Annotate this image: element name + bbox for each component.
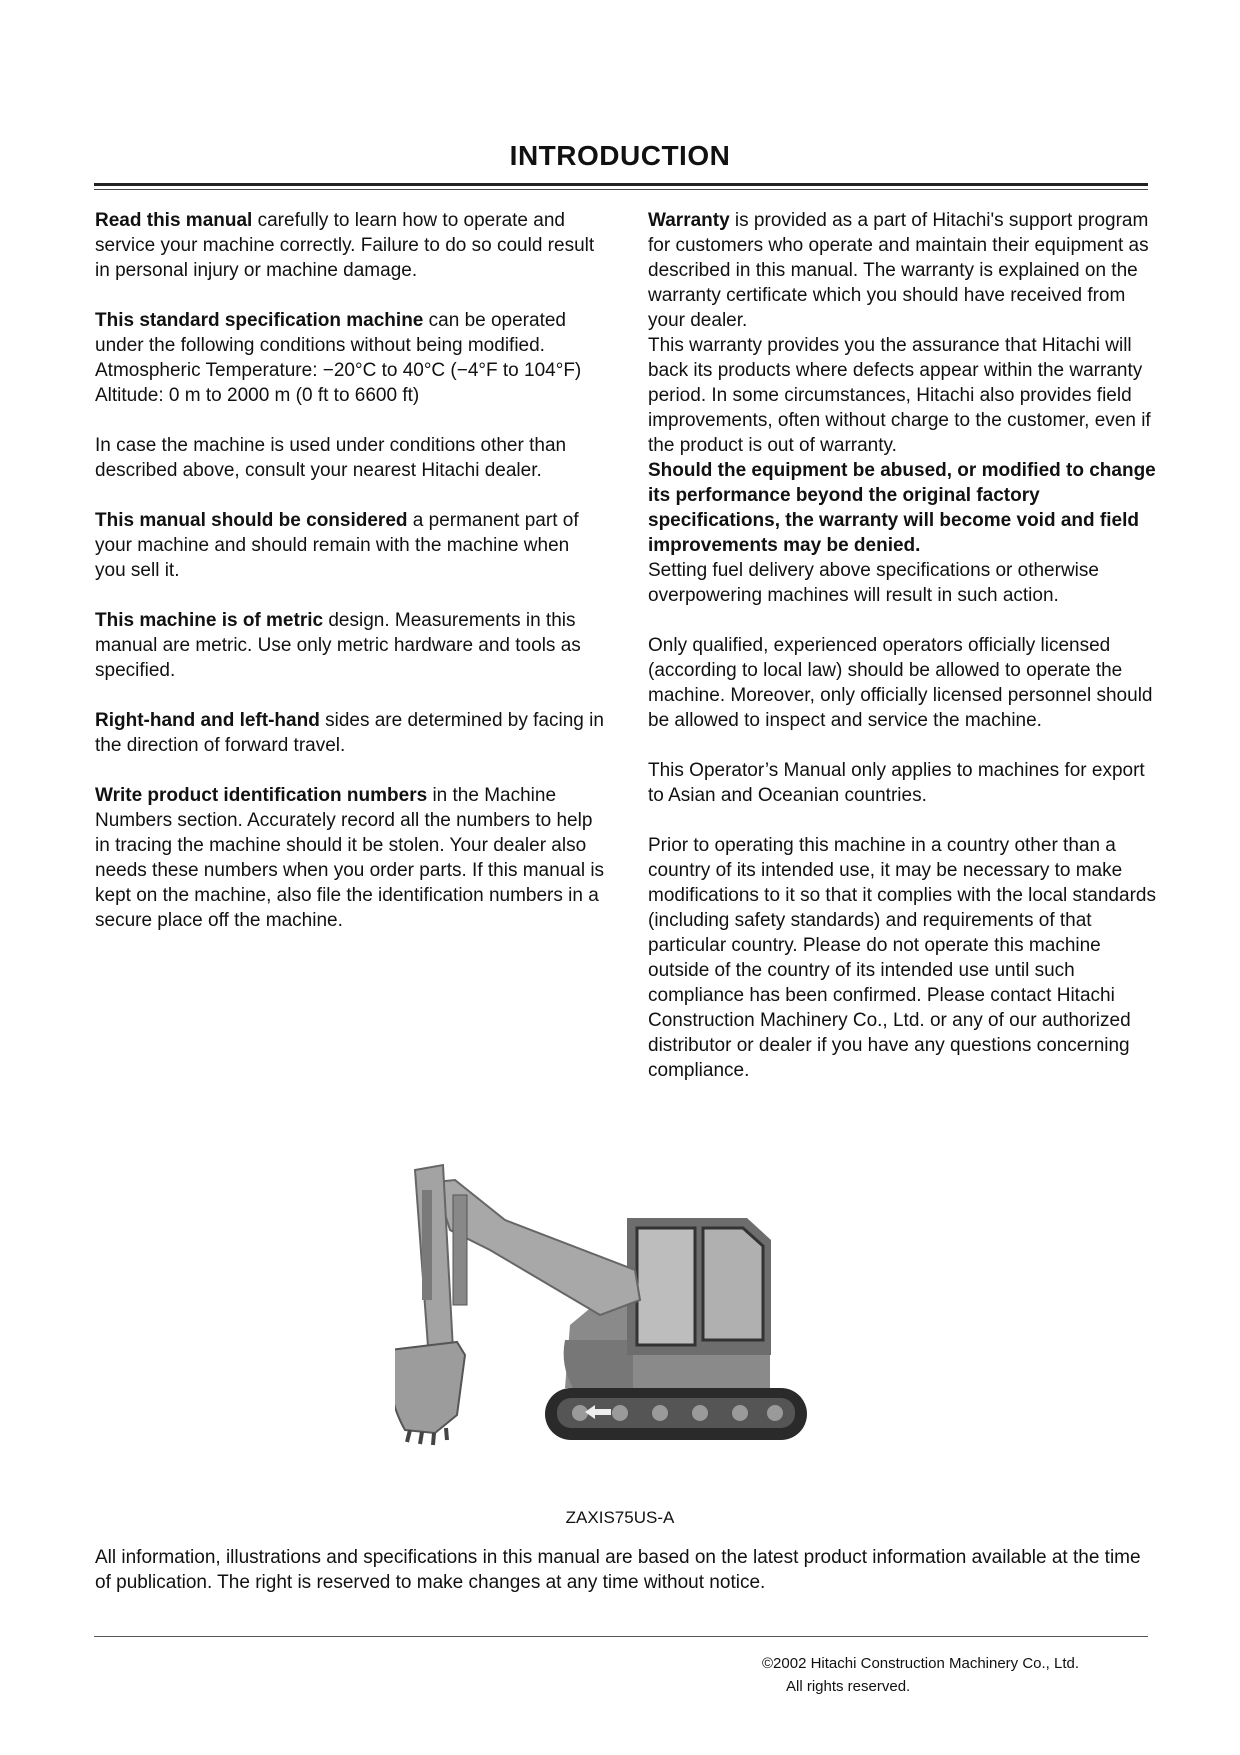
other-conditions-paragraph: In case the machine is used under conditions other than described above, consult your nearest Hitachi dealer.	[95, 435, 567, 481]
cab-side-window	[703, 1228, 763, 1340]
bucket	[395, 1342, 465, 1433]
sides-lead: Right-hand and left-hand	[95, 710, 320, 731]
title-rule-thick	[94, 183, 1148, 186]
fuel-delivery-text: Setting fuel delivery above specifications or otherwise overpowering machines will result in such action.	[648, 560, 1099, 606]
permanent-part-paragraph	[95, 508, 605, 583]
identification-numbers-text: in the Machine Numbers section. Accurately record all the numbers to help in tracing the machine should it be stolen. Your dealer also needs these numbers when you order parts. If this manual is kept on the machine, also file the identification numbers in a secure place off the machine.	[95, 785, 605, 931]
permanent-part-lead: This manual should be considered	[95, 510, 408, 531]
standard-spec-paragraph	[95, 308, 605, 408]
qualified-operators-paragraph: Only qualified, experienced operators officially licensed (according to local law) should be allowed to operate the machine. Moreover, only officially licensed personnel should be allowed to inspect and service the machine.	[648, 635, 1153, 731]
cab-door-window	[637, 1228, 695, 1345]
altitude-range: Altitude: 0 m to 2000 m (0 ft to 6600 ft)	[95, 385, 420, 406]
metric-design-text: design. Measurements in this manual are metric. Use only metric hardware and tools as specified.	[95, 610, 581, 681]
title-rule-thin	[94, 189, 1148, 190]
warranty-paragraph	[648, 208, 1158, 608]
boom-cylinder	[453, 1195, 467, 1305]
disclaimer-paragraph: All information, illustrations and specifications in this manual are based on the latest product information available at the time of publication. The right is reserved to make changes at any time without notice.	[95, 1547, 1141, 1593]
sides-text: sides are determined by facing in the direction of forward travel.	[95, 710, 604, 756]
counterweight	[564, 1340, 633, 1388]
read-manual-lead: Read this manual	[95, 210, 253, 231]
metric-design-paragraph	[95, 608, 605, 683]
right-column	[648, 208, 1158, 1108]
export-scope-paragraph: This Operator’s Manual only applies to machines for export to Asian and Oceanian countries.	[648, 760, 1145, 806]
left-column	[95, 208, 605, 958]
read-manual-paragraph	[95, 208, 605, 283]
page-title: INTRODUCTION	[509, 140, 731, 171]
standard-spec-text: can be operated under the following conditions without being modified.	[95, 310, 566, 356]
warranty-text: is provided as a part of Hitachi's support program for customers who operate and maintain their equipment as described in this manual. The warranty is explained on the warranty certificate which you should have received from your dealer.	[648, 210, 1149, 331]
sides-paragraph	[95, 708, 605, 758]
permanent-part-text: a permanent part of your machine and should remain with the machine when you sell it.	[95, 510, 579, 581]
identification-numbers-paragraph	[95, 783, 605, 933]
copyright-text: ©2002 Hitachi Construction Machinery Co., Ltd.	[762, 1655, 1080, 1672]
warranty-lead: Warranty	[648, 210, 730, 231]
arm-cylinder	[422, 1190, 432, 1300]
warranty-void-warning: Should the equipment be abused, or modified to change its performance beyond the original factory specifications, the warranty will become void and field improvements may be denied.	[648, 460, 1156, 556]
excavator-illustration	[395, 1150, 845, 1480]
identification-numbers-lead: Write product identification numbers	[95, 785, 428, 806]
metric-design-lead: This machine is of metric	[95, 610, 324, 631]
copyright-block	[762, 1652, 1079, 1698]
temperature-range: Atmospheric Temperature: −20°C to 40°C (−4°F to 104°F)	[95, 360, 582, 381]
rights-reserved-text: All rights reserved.	[786, 1678, 911, 1695]
standard-spec-lead: This standard specification machine	[95, 310, 424, 331]
read-manual-text: carefully to learn how to operate and service your machine correctly. Failure to do so could result in personal injury or machine damage.	[95, 210, 595, 281]
figure-caption: ZAXIS75US-A	[565, 1508, 675, 1527]
warranty-assurance-text: This warranty provides you the assurance that Hitachi will back its products where defects appear within the warranty period. In some circumstances, Hitachi also provides field improvements, often without charge to the customer, even if the product is out of warranty.	[648, 335, 1151, 456]
footer-rule	[94, 1636, 1148, 1637]
country-compliance-paragraph: Prior to operating this machine in a country other than a country of its intended use, it may be necessary to make modifications to it so that it complies with the local standards (including safety standards) and requirements of that particular country. Please do not operate this machine outside of the country of its intended use until such compliance has been confirmed. Please contact Hitachi Construction Machinery Co., Ltd. or any of our authorized distributor or dealer if you have any questions concerning compliance.	[648, 835, 1156, 1081]
